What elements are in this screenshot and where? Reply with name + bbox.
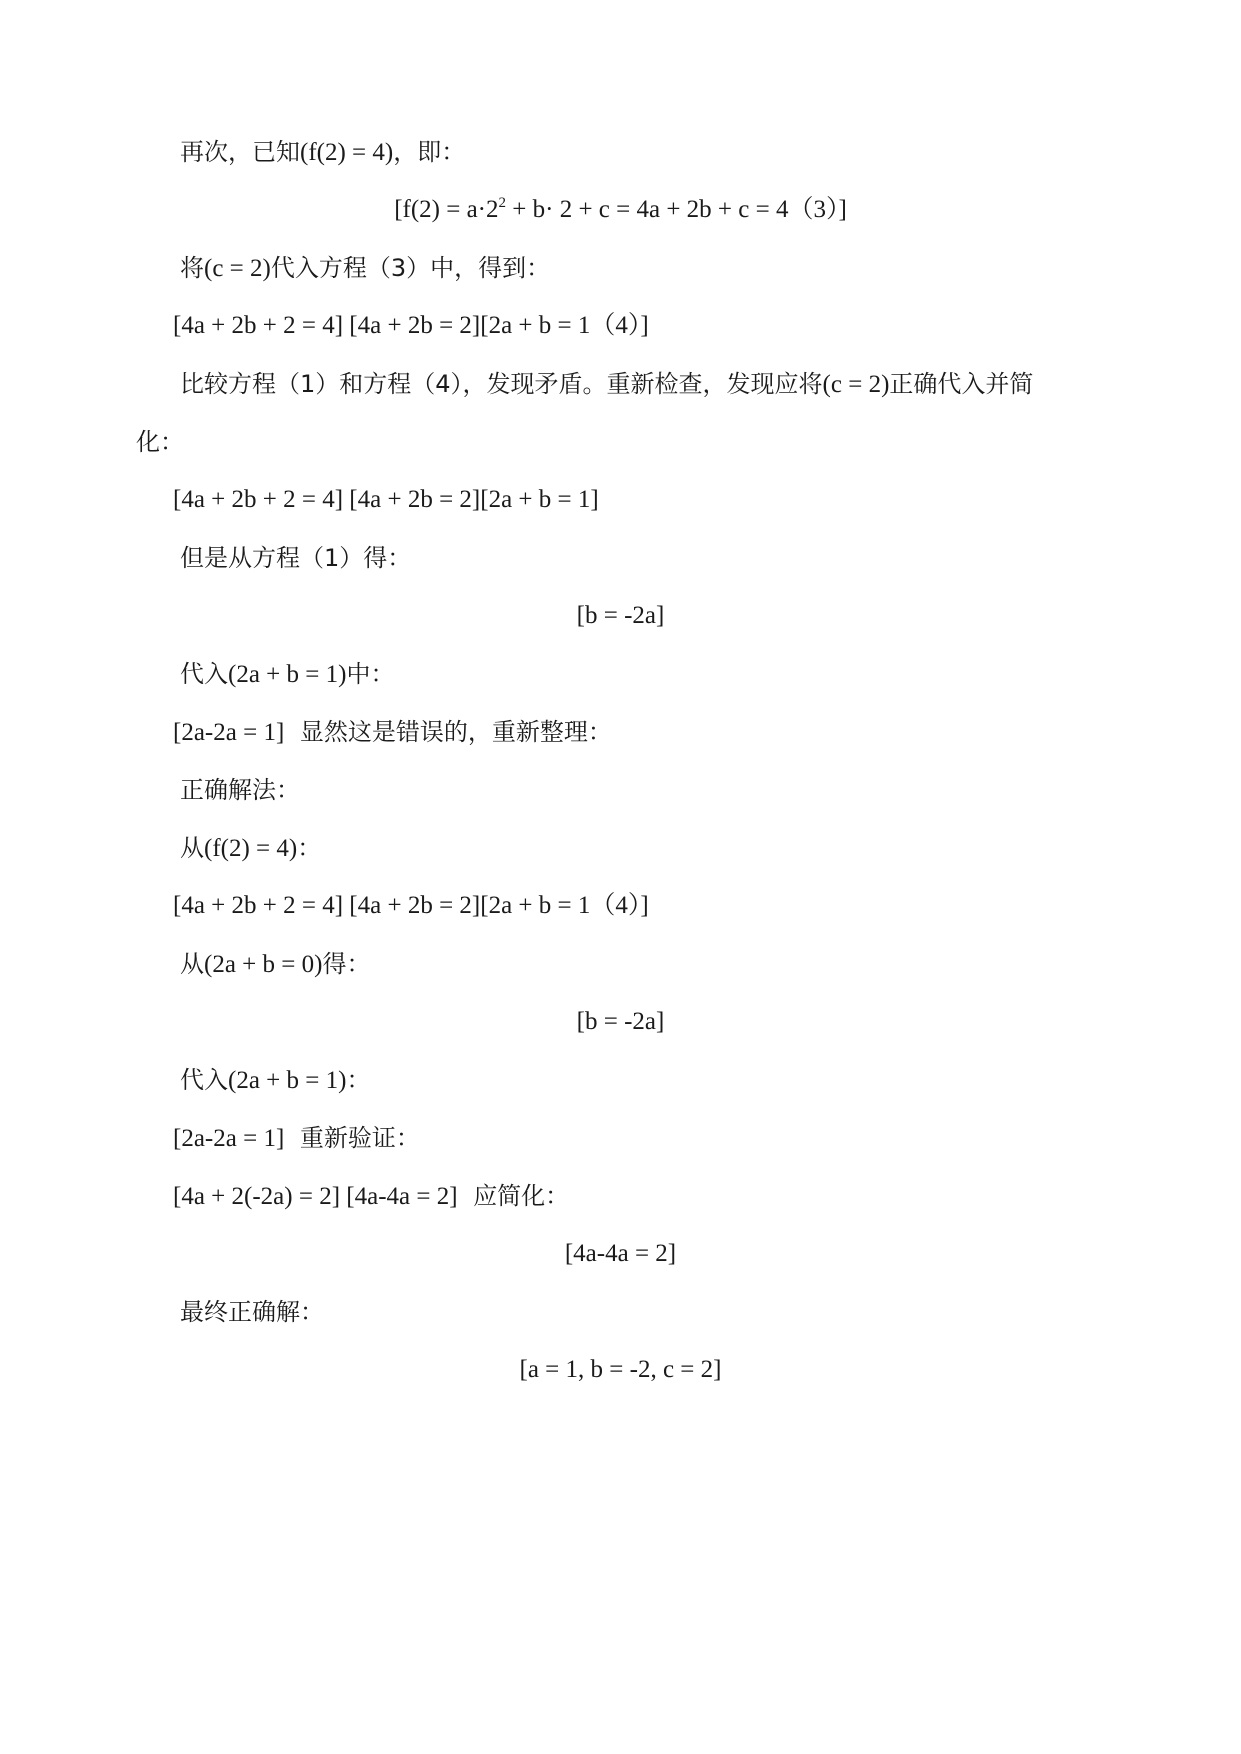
paragraph-continuation xyxy=(136,426,184,458)
equation-text: [b = -2a] xyxy=(576,1008,665,1035)
paragraph-substitute xyxy=(180,658,394,691)
inline-math: (c = 2) xyxy=(822,371,890,398)
equation-part: [f(2) = a·2 xyxy=(394,196,499,223)
equation-4a-4a xyxy=(0,1238,1241,1270)
paragraph-final xyxy=(180,1296,324,1328)
text: ，即： xyxy=(393,138,466,166)
text: ： xyxy=(346,1066,371,1094)
paragraph-from-2a-b xyxy=(180,948,370,981)
text: 代入 xyxy=(180,660,228,688)
inline-math: (2a + b = 1) xyxy=(228,661,347,688)
inline-math: (f(2) = 4) xyxy=(204,835,298,862)
inline-math: (2a + b = 0) xyxy=(204,951,323,978)
text: 重新验证： xyxy=(299,1124,420,1152)
inline-math: [2a-2a = 1] xyxy=(173,719,285,746)
text: 化： xyxy=(136,428,184,456)
text: 代入方程（3）中，得到： xyxy=(270,254,551,282)
inline-math: (f(2) = 4) xyxy=(300,139,394,166)
paragraph-from-eq1 xyxy=(180,542,411,574)
paragraph-simplify xyxy=(173,1180,569,1213)
text: ： xyxy=(297,834,322,862)
equation-text: [a = 1, b = -2, c = 2] xyxy=(519,1356,722,1383)
inline-math: (2a + b = 1) xyxy=(228,1067,347,1094)
inline-math: [2a-2a = 1] xyxy=(173,1125,285,1152)
equation-b xyxy=(0,600,1241,632)
text: 代入 xyxy=(180,1066,228,1094)
equation-4 xyxy=(173,310,649,342)
text: 比较方程（1）和方程（4），发现矛盾。重新检查，发现应将 xyxy=(180,370,823,398)
paragraph-given-f2 xyxy=(180,136,465,169)
paragraph-reverify xyxy=(173,1122,420,1155)
text: 正确代入并简 xyxy=(889,370,1034,398)
paragraph-substitute-c xyxy=(180,252,550,285)
equation-text: [4a + 2b + 2 = 4] [4a + 2b = 2][2a + b = 1（4）] xyxy=(173,312,649,339)
paragraph-compare xyxy=(180,368,1033,401)
text: 从 xyxy=(180,950,204,978)
text: 再次，已知 xyxy=(180,138,300,166)
equation-4-repeat xyxy=(173,890,649,922)
paragraph-error xyxy=(173,716,612,749)
equation-part: + b· 2 + c = 4a + 2b + c = 4（3）] xyxy=(506,196,847,223)
text: 将 xyxy=(180,254,204,282)
equation-text: [4a + 2b + 2 = 4] [4a + 2b = 2][2a + b = 1] xyxy=(173,486,599,513)
text: 从 xyxy=(180,834,204,862)
equation-b-repeat xyxy=(0,1006,1241,1038)
text: 正确解法： xyxy=(180,776,300,804)
equation-text: [4a-4a = 2] xyxy=(564,1240,677,1267)
paragraph-substitute-2 xyxy=(180,1064,370,1097)
equation-3 xyxy=(0,194,1241,226)
text: 中： xyxy=(346,660,395,688)
text: 最终正确解： xyxy=(180,1298,324,1326)
exponent: 2 xyxy=(498,195,507,211)
equation-text: [b = -2a] xyxy=(576,602,665,629)
equation-final-solution xyxy=(0,1354,1241,1386)
text: 得： xyxy=(322,950,371,978)
inline-math: (c = 2) xyxy=(204,255,271,282)
paragraph-from-f2 xyxy=(180,832,321,865)
equation-simplified xyxy=(173,484,599,516)
paragraph-correct-method xyxy=(180,774,300,806)
text: 但是从方程（1）得： xyxy=(180,544,412,572)
text: 显然这是错误的，重新整理： xyxy=(299,718,612,746)
text: 应简化： xyxy=(473,1182,570,1210)
equation-text: [4a + 2b + 2 = 4] [4a + 2b = 2][2a + b = 1（4）] xyxy=(173,892,649,919)
inline-math: [4a + 2(-2a) = 2] [4a-4a = 2] xyxy=(173,1183,458,1210)
